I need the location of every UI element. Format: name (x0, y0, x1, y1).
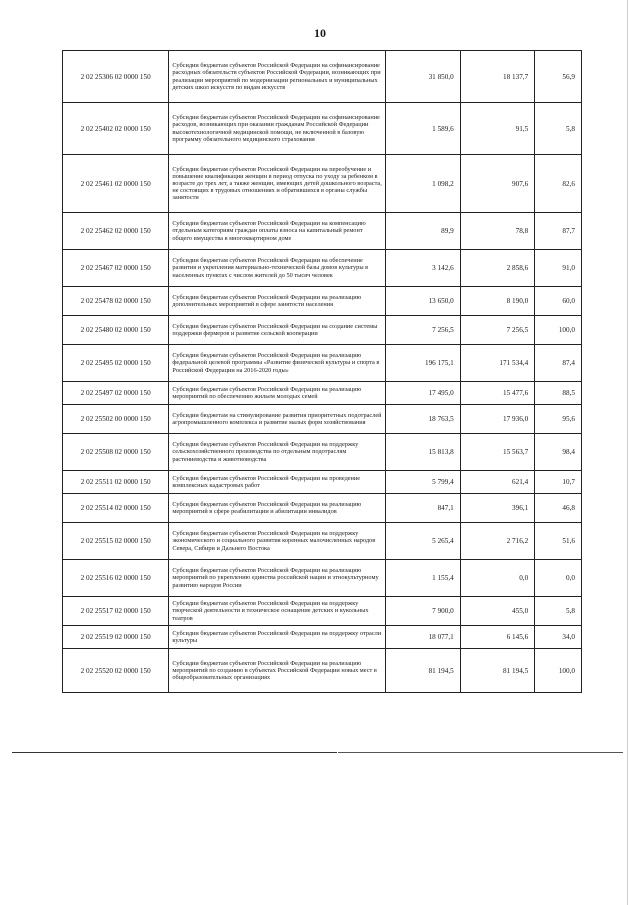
table-row (63, 560, 582, 597)
percent-value: 60,0 (535, 287, 582, 316)
table-row (63, 494, 582, 523)
table-row (63, 213, 582, 250)
fact-value: 455,0 (460, 597, 534, 626)
table-row (63, 250, 582, 287)
plan-value: 18 077,1 (386, 626, 460, 649)
subsidy-name: Субсидии бюджетам субъектов Российской Федерации на реализацию федеральной целевой программы «Развитие физической культуры и спорта в Российской Федерации на 2016-2020 годы» (169, 345, 386, 382)
subsidy-name: Субсидии бюджетам субъектов Российской Федерации на реализацию мероприятий по обеспечению жильем молодых семей (169, 382, 386, 405)
percent-value: 91,0 (535, 250, 582, 287)
plan-value: 31 850,0 (386, 51, 460, 103)
fact-value: 171 534,4 (460, 345, 534, 382)
subsidy-name: Субсидии бюджетам субъектов Российской Федерации на переобучение и повышение квалификации женщин в период отпуска по уходу за ребенком в возрасте до трех лет, а также женщин, имеющих детей дошкольного возраста, не состоящих в трудовых отношениях и обратившихся в органы службы занятости (169, 155, 386, 213)
plan-value: 1 098,2 (386, 155, 460, 213)
budget-code: 2 02 25508 02 0000 150 (63, 434, 169, 471)
subsidy-name: Субсидии бюджетам субъектов Российской Федерации на реализацию мероприятий по созданию в субъектах Российской Федерации новых мест в общеобразовательных организациях (169, 649, 386, 693)
table-row (63, 155, 582, 213)
fact-value: 17 936,0 (460, 405, 534, 434)
plan-value: 847,1 (386, 494, 460, 523)
fact-value: 78,8 (460, 213, 534, 250)
budget-code: 2 02 25402 02 0000 150 (63, 103, 169, 155)
subsidy-name: Субсидии бюджетам на стимулирование развития приоритетных подотраслей агропромышленного комплекса и развитие малых форм хозяйствования (169, 405, 386, 434)
plan-value: 18 763,5 (386, 405, 460, 434)
percent-value: 87,4 (535, 345, 582, 382)
plan-value: 15 813,8 (386, 434, 460, 471)
plan-value: 13 650,0 (386, 287, 460, 316)
subsidy-name: Субсидии бюджетам субъектов Российской Федерации на поддержку сельскохозяйственного производства по отдельным подотраслям растениеводства и животноводства (169, 434, 386, 471)
footer-rule-left (12, 752, 337, 753)
percent-value: 87,7 (535, 213, 582, 250)
percent-value: 88,5 (535, 382, 582, 405)
plan-value: 81 194,5 (386, 649, 460, 693)
budget-code: 2 02 25520 02 0000 150 (63, 649, 169, 693)
plan-value: 17 495,0 (386, 382, 460, 405)
plan-value: 7 900,0 (386, 597, 460, 626)
fact-value: 2 858,6 (460, 250, 534, 287)
plan-value: 196 175,1 (386, 345, 460, 382)
percent-value: 95,6 (535, 405, 582, 434)
page-edge-rule (627, 0, 628, 905)
fact-value: 2 716,2 (460, 523, 534, 560)
plan-value: 89,9 (386, 213, 460, 250)
percent-value: 5,8 (535, 103, 582, 155)
budget-code: 2 02 25495 02 0000 150 (63, 345, 169, 382)
table-row (63, 287, 582, 316)
budget-code: 2 02 25502 00 0000 150 (63, 405, 169, 434)
fact-value: 91,5 (460, 103, 534, 155)
fact-value: 907,6 (460, 155, 534, 213)
fact-value: 0,0 (460, 560, 534, 597)
percent-value: 98,4 (535, 434, 582, 471)
percent-value: 56,9 (535, 51, 582, 103)
percent-value: 10,7 (535, 471, 582, 494)
budget-code: 2 02 25497 02 0000 150 (63, 382, 169, 405)
subsidy-name: Субсидии бюджетам субъектов Российской Федерации на реализацию мероприятий в сфере реабилитации и абилитации инвалидов (169, 494, 386, 523)
subsidy-name: Субсидии бюджетам субъектов Российской Федерации на поддержку отрасли культуры (169, 626, 386, 649)
budget-code: 2 02 25306 02 0000 150 (63, 51, 169, 103)
page-number: 10 (314, 26, 326, 40)
fact-value: 8 190,0 (460, 287, 534, 316)
subsidy-name: Субсидии бюджетам субъектов Российской Федерации на поддержку экономического и социального развития коренных малочисленных народов Севера, Сибири и Дальнего Востока (169, 523, 386, 560)
fact-value: 15 477,6 (460, 382, 534, 405)
table-row (63, 51, 582, 103)
table-row (63, 382, 582, 405)
plan-value: 7 256,5 (386, 316, 460, 345)
percent-value: 82,6 (535, 155, 582, 213)
subsidy-name: Субсидии бюджетам субъектов Российской Федерации на обеспечение развития и укрепления материально-технической базы домов культуры в населенных пунктах с числом жителей до 50 тысяч человек (169, 250, 386, 287)
table-row (63, 597, 582, 626)
budget-code: 2 02 25514 02 0000 150 (63, 494, 169, 523)
subsidy-name: Субсидии бюджетам субъектов Российской Федерации на софинансирование расходов, возникающих при оказании гражданам Российской Федерации высокотехнологичной медицинской помощи, не включенной в базовую программу обязательного медицинского страхования (169, 103, 386, 155)
table-row (63, 316, 582, 345)
fact-value: 396,1 (460, 494, 534, 523)
table-row (63, 405, 582, 434)
budget-code: 2 02 25461 02 0000 150 (63, 155, 169, 213)
table-row (63, 649, 582, 693)
table-row (63, 103, 582, 155)
budget-code: 2 02 25480 02 0000 150 (63, 316, 169, 345)
fact-value: 18 137,7 (460, 51, 534, 103)
subsidy-name: Субсидии бюджетам субъектов Российской Федерации на реализацию дополнительных мероприятий в сфере занятости населения (169, 287, 386, 316)
table-row (63, 434, 582, 471)
fact-value: 621,4 (460, 471, 534, 494)
plan-value: 5 799,4 (386, 471, 460, 494)
fact-value: 81 194,5 (460, 649, 534, 693)
plan-value: 5 265,4 (386, 523, 460, 560)
subsidy-name: Субсидии бюджетам субъектов Российской Федерации на проведение комплексных кадастровых работ (169, 471, 386, 494)
table-row (63, 523, 582, 560)
percent-value: 34,0 (535, 626, 582, 649)
percent-value: 100,0 (535, 316, 582, 345)
budget-code: 2 02 25467 02 0000 150 (63, 250, 169, 287)
budget-code: 2 02 25515 02 0000 150 (63, 523, 169, 560)
percent-value: 51,6 (535, 523, 582, 560)
budget-code: 2 02 25462 02 0000 150 (63, 213, 169, 250)
table-row (63, 345, 582, 382)
plan-value: 3 142,6 (386, 250, 460, 287)
budget-code: 2 02 25516 02 0000 150 (63, 560, 169, 597)
budget-code: 2 02 25519 02 0000 150 (63, 626, 169, 649)
budget-code: 2 02 25511 02 0000 150 (63, 471, 169, 494)
fact-value: 7 256,5 (460, 316, 534, 345)
subsidy-name: Субсидии бюджетам субъектов Российской Федерации на реализацию мероприятий по укреплению единства российской нации и этнокультурному развитию народов России (169, 560, 386, 597)
percent-value: 100,0 (535, 649, 582, 693)
table-row (63, 471, 582, 494)
percent-value: 46,8 (535, 494, 582, 523)
subsidy-name: Субсидии бюджетам субъектов Российской Федерации на создание системы поддержки фермеров и развитие сельской кооперации (169, 316, 386, 345)
footer-rule-right (338, 752, 623, 753)
budget-table (62, 50, 582, 693)
percent-value: 5,8 (535, 597, 582, 626)
subsidy-name: Субсидии бюджетам субъектов Российской Федерации на поддержку творческой деятельности и техническое оснащение детских и кукольных театров (169, 597, 386, 626)
plan-value: 1 155,4 (386, 560, 460, 597)
budget-code: 2 02 25517 02 0000 150 (63, 597, 169, 626)
percent-value: 0,0 (535, 560, 582, 597)
subsidy-name: Субсидии бюджетам субъектов Российской Федерации на софинансирование расходных обязательств субъектов Российской Федерации, возникающих при реализации мероприятий по модернизации региональных и муниципальных детских школ искусств по видам искусств (169, 51, 386, 103)
plan-value: 1 589,6 (386, 103, 460, 155)
budget-code: 2 02 25478 02 0000 150 (63, 287, 169, 316)
subsidy-name: Субсидии бюджетам субъектов Российской Федерации на компенсацию отдельным категориям граждан оплаты взноса на капитальный ремонт общего имущества в многоквартирном доме (169, 213, 386, 250)
fact-value: 15 563,7 (460, 434, 534, 471)
fact-value: 6 145,6 (460, 626, 534, 649)
table-row (63, 626, 582, 649)
